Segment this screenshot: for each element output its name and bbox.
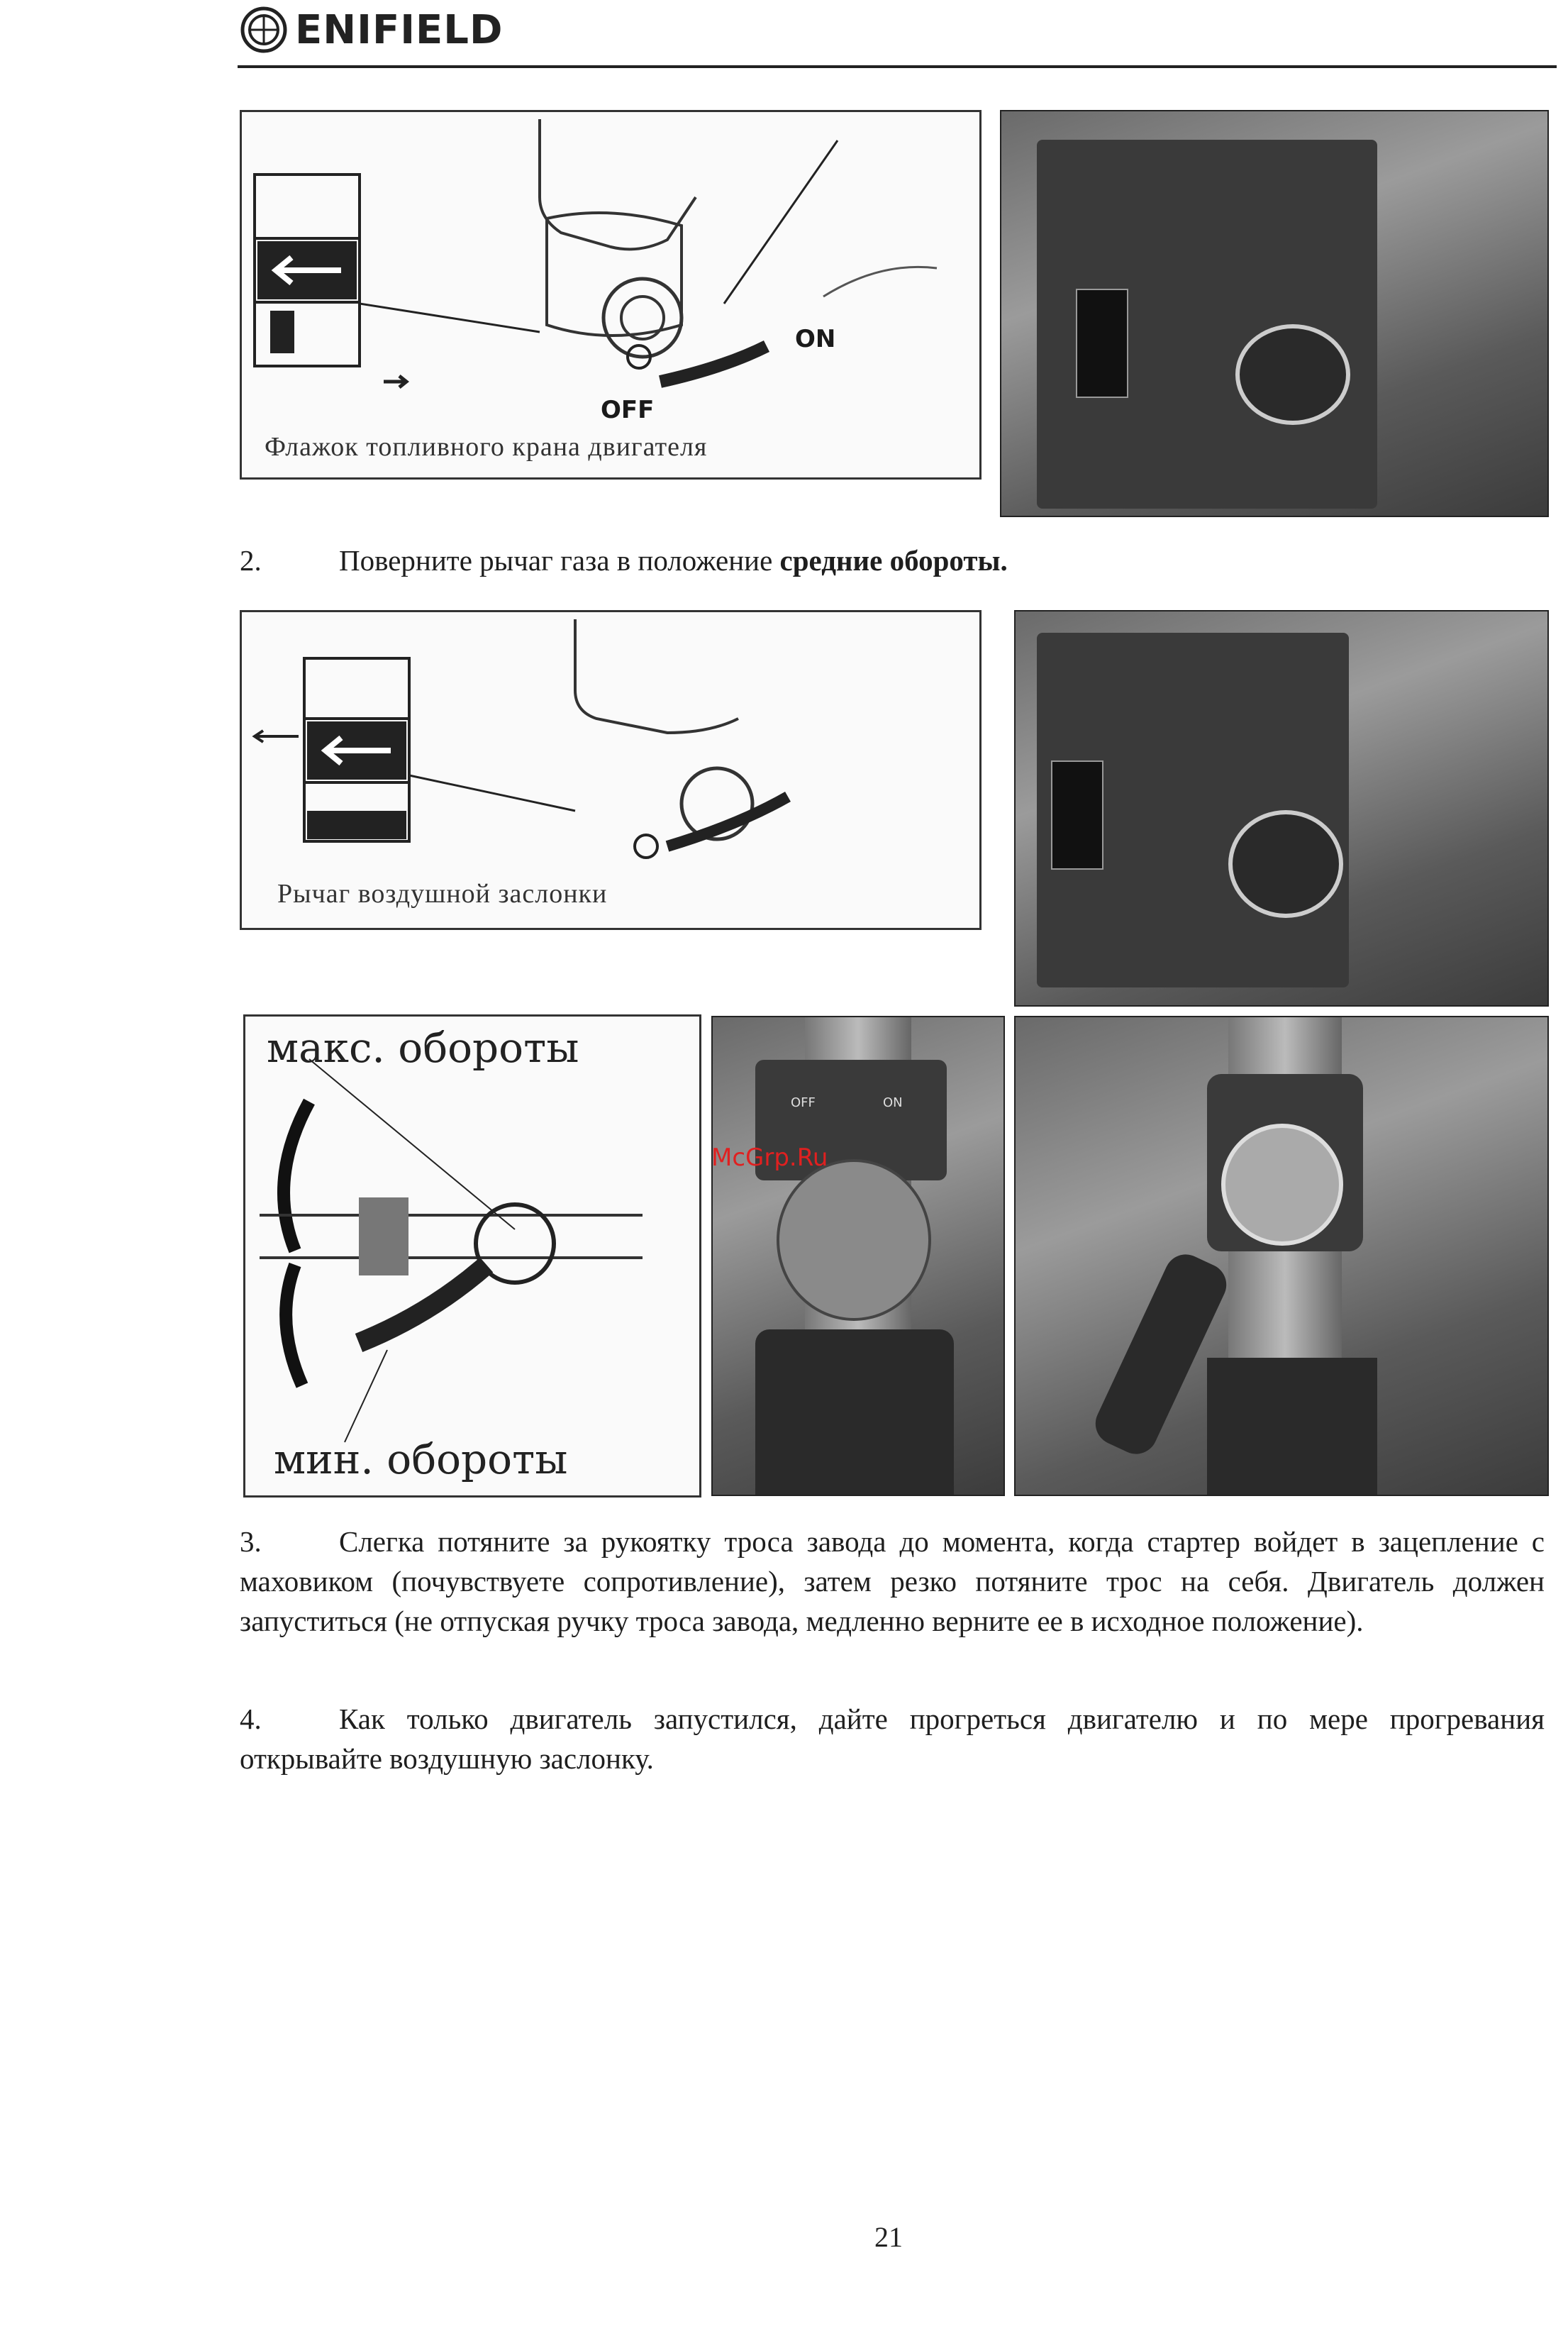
label-max-rpm: макс. обороты [267,1024,579,1072]
fuel-icon-plate [1076,289,1128,398]
handle-grip [1207,1358,1377,1495]
switch-knob [777,1159,931,1321]
page-number: 21 [874,2221,903,2253]
switch-label-on: ON [883,1095,903,1110]
brand-logo [240,4,503,55]
step-2 [240,541,1538,580]
brand-emblem-icon [240,6,288,54]
step-4-text: Как только двигатель запустился, дайте прогреться двигателю и по мере прогревания открывайте воздушную заслонку. [240,1703,1545,1775]
step-2-bold: средние обороты. [779,544,1008,577]
step-3-text: Слегка потяните за рукоятку троса завода до момента, когда стартер войдет в зацепление с маховиком (почувствуете сопротивление), затем резко потяните трос на себя. Двигатель должен запуститься (не отпуская ручку троса завода, медленно верните ее в исходное положение). [240,1525,1545,1637]
choke-lever-photo [1014,610,1549,1007]
step-3 [240,1522,1545,1641]
throttle-lever-photo [1014,1016,1549,1496]
fuel-tap-photo [1000,110,1549,517]
handle-grip [755,1329,954,1495]
watermark: McGrp.Ru [711,1144,828,1172]
label-min-rpm: мин. обороты [274,1435,568,1483]
fuel-tap-diagram [240,110,982,480]
fuel-icon-plate [1051,760,1103,870]
step-2-number: 2. [240,544,262,577]
step-4-number: 4. [240,1703,262,1735]
figure-caption: Рычаг воздушной заслонки [277,879,608,909]
brand-name: ENIFIELD [295,6,504,53]
step-3-number: 3. [240,1525,262,1558]
switch-label-off: OFF [791,1095,816,1110]
throttle-dial [1221,1124,1343,1246]
figure-caption: Флажок топливного крана двигателя [265,432,708,462]
ignition-switch-photo [711,1016,1005,1496]
fuel-tap-lever [1235,324,1350,425]
header-divider [238,65,1557,68]
step-2-text: Поверните рычаг газа в положение [339,544,780,577]
throttle-range-diagram [243,1014,701,1498]
throttle-drawing [245,1017,699,1495]
choke-lever [1228,810,1343,918]
label-off: OFF [601,396,655,424]
label-on: ON [795,325,836,353]
step-4 [240,1699,1545,1778]
choke-lever-diagram [240,610,982,930]
